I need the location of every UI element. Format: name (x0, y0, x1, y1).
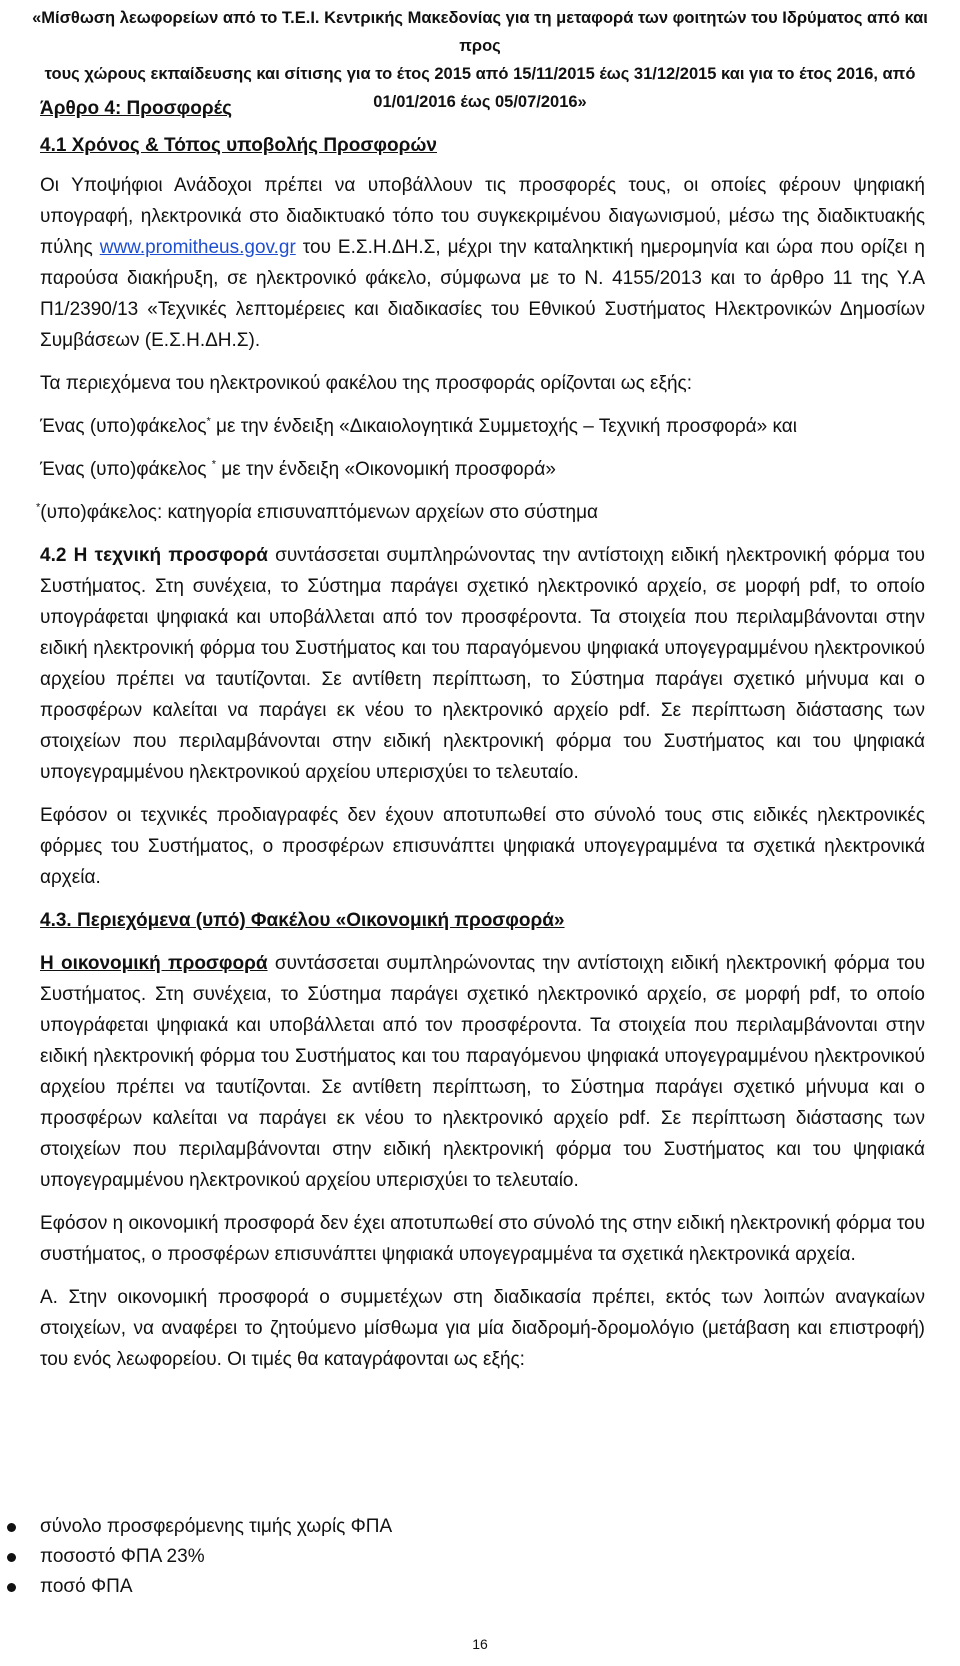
section-4-3-title: 4.3. Περιεχόμενα (υπό) Φακέλου «Οικονομική προσφορά» (40, 910, 565, 931)
footnote-text: (υπο)φάκελος: κατηγορία επισυναπτόμενων αρχείων στο σύστημα (40, 502, 599, 523)
section-4-3-paragraph-2: Εφόσον η οικονομική προσφορά δεν έχει αποτυπωθεί στο σύνολό της στην ειδική ηλεκτρονική φόρμα του συστήματος, ο προσφέρων επισυνάπτει ψηφιακά υπογεγραμμένα τα σχετικά ηλεκτρονικά αρχεία. (40, 1213, 926, 1265)
section-4-1-title: 4.1 Χρόνος & Τόπος υποβολής Προσφορών (40, 135, 437, 156)
footnote-star: * (206, 415, 211, 428)
section-4-2-text: συντάσσεται συμπληρώνοντας την αντίστοιχη ειδική ηλεκτρονική φόρμα του Συστήματος. Στη συνέχεια, το Σύστημα παράγει σχετικό ηλεκτρονικό αρχείο, σε μορφή pdf, το οποίο υπογράφεται ψηφιακά και υποβάλλεται από τον προσφέροντα. Τα στοιχεία που περιλαμβάνονται στην ειδική ηλεκτρονική φόρμα του Συστήματος και του παραγόμενου ψηφιακά υπογεγραμμένου ηλεκτρονικού αρχείου πρέπει να ταυτίζονται. Σε αντίθετη περίπτωση, το Σύστημα παράγει σχετικό μήνυμα και ο προσφέρων καλείται να παράγει εκ νέου το ηλεκτρονικό αρχείο pdf. Σε περίπτωση διάστασης των στοιχείων που περιλαμβάνονται στην ειδική ηλεκτρονική φόρμα του Συστήματος και του ψηφιακά υπογεγραμμένου ηλεκτρονικού αρχείου υπερισχύει το τελευταίο. (40, 545, 925, 783)
subfolder-2-text: με την ένδειξη «Οικονομική προσφορά» (216, 459, 556, 480)
header-line-2: τους χώρους εκπαίδευσης και σίτισης για το έτος 2015 από 15/11/2015 έως 31/12/2015 και για το έτος 2016, από (44, 65, 916, 83)
subfolder-1 (40, 411, 925, 442)
section-4-1-text-a: Οι Υποψήφιοι Ανάδοχοι πρέπει να υποβάλλουν τις προσφορές τους, οι οποίες φέρουν ψηφιακή υπογραφή, ηλεκτρονικά στο διαδικτυακό τόπο του συγκεκριμένου διαγωνισμού, μέσω της διαδικτυακής πύλης (40, 175, 925, 258)
section-4-1-text-b: του Ε.Σ.Η.ΔΗ.Σ, μέχρι την καταληκτική ημερομηνία και ώρα που ορίζει η παρούσα διακήρυξη, σε ηλεκτρονικό φάκελο, σύμφωνα με το Ν. 4155/2013 και το άρθρο 11 της Υ.Α Π1/2390/13 «Τεχνικές λεπτομέρειες και διαδικασίες του Εθνικού Συστήματος Ηλεκτρονικών Δημοσίων Συμβάσεων (Ε.Σ.Η.ΔΗ.Σ). (40, 237, 925, 351)
promitheus-link[interactable]: www.promitheus.gov.gr (99, 237, 296, 258)
price-items-list (0, 1512, 960, 1602)
list-item-text: σύνολο προσφερόμενης τιμής χωρίς ΦΠΑ (40, 1516, 393, 1537)
footnote-star: * (36, 501, 41, 514)
section-4-2-lead: 4.2 Η τεχνική προσφορά (40, 545, 268, 566)
list-item-text: ποσό ΦΠΑ (40, 1576, 133, 1597)
section-4-3-lead: Η οικονομική προσφορά (40, 953, 268, 974)
section-4-3-paragraph-3: Α. Στην οικονομική προσφορά ο συμμετέχων στη διαδικασία πρέπει, εκτός των λοιπών αναγκαίων στοιχείων, να αναφέρει το ζητούμενο μίσθωμα για μία διαδρομή-δρομολόγιο (μετάβαση και επιστροφή) του ενός λεωφορείου. Οι τιμές θα καταγράφονται ως εξής: (40, 1287, 925, 1370)
list-item (0, 1512, 960, 1542)
subfolder-2-label: Ένας (υπο)φάκελος (40, 459, 212, 480)
section-4-3-paragraph (40, 948, 925, 1196)
bullet-icon (7, 1523, 16, 1532)
section-4-3-text: συντάσσεται συμπληρώνοντας την αντίστοιχη ειδική ηλεκτρονική φόρμα του Συστήματος. Στη συνέχεια, το Σύστημα παράγει σχετικό ηλεκτρονικό αρχείο, σε μορφή pdf, το οποίο υπογράφεται ψηφιακά και υποβάλλεται από τον προσφέροντα. Τα στοιχεία που περιλαμβάνονται στην ειδική ηλεκτρονική φόρμα του Συστήματος και του παραγόμενου ψηφιακά υπογεγραμμένου ηλεκτρονικού αρχείου πρέπει να ταυτίζονται. Σε αντίθετη περίπτωση, το Σύστημα παράγει σχετικό μήνυμα και ο προσφέρων καλείται να παράγει εκ νέου το ηλεκτρονικό αρχείο pdf. Σε περίπτωση διάστασης των στοιχείων που περιλαμβάνονται στην ειδική ηλεκτρονική φόρμα του Συστήματος και του ψηφιακά υπογεγραμμένου ηλεκτρονικού αρχείου υπερισχύει το τελευταίο. (40, 953, 926, 1191)
subfolder-2 (40, 454, 925, 485)
header-line-3: 01/01/2016 έως 05/07/2016» (373, 93, 587, 111)
bullet-icon (7, 1583, 16, 1592)
footnote (36, 497, 925, 528)
article-title: Άρθρο 4: Προσφορές (40, 98, 233, 119)
header-line-1: «Μίσθωση λεωφορείων από το Τ.Ε.Ι. Κεντρικής Μακεδονίας για τη μεταφορά των φοιτητών του Ιδρύματος από και προς (32, 9, 928, 55)
list-item (0, 1572, 960, 1602)
page-number: 16 (472, 1636, 488, 1652)
footnote-star: * (211, 458, 217, 471)
section-4-2-paragraph-2: Εφόσον οι τεχνικές προδιαγραφές δεν έχουν αποτυπωθεί στο σύνολό τους στις ειδικές ηλεκτρονικές φόρμες του Συστήματος, ο προσφέρων επισυνάπτει ψηφιακά υπογεγραμμένα τα σχετικά ηλεκτρονικά αρχεία. (40, 805, 925, 888)
bullet-icon (7, 1553, 16, 1562)
section-4-1-paragraph (40, 170, 925, 356)
section-4-2-paragraph (40, 540, 925, 788)
subfolder-1-text: με την ένδειξη «Δικαιολογητικά Συμμετοχής – Τεχνική προσφορά» και (210, 416, 797, 437)
document-body (36, 90, 926, 1375)
envelope-contents-intro: Τα περιεχόμενα του ηλεκτρονικού φακέλου της προσφοράς ορίζονται ως εξής: (40, 373, 692, 394)
subfolder-1-label: Ένας (υπο)φάκελος (40, 416, 207, 437)
list-item (0, 1542, 960, 1572)
list-item-text: ποσοστό ΦΠΑ 23% (40, 1546, 205, 1567)
